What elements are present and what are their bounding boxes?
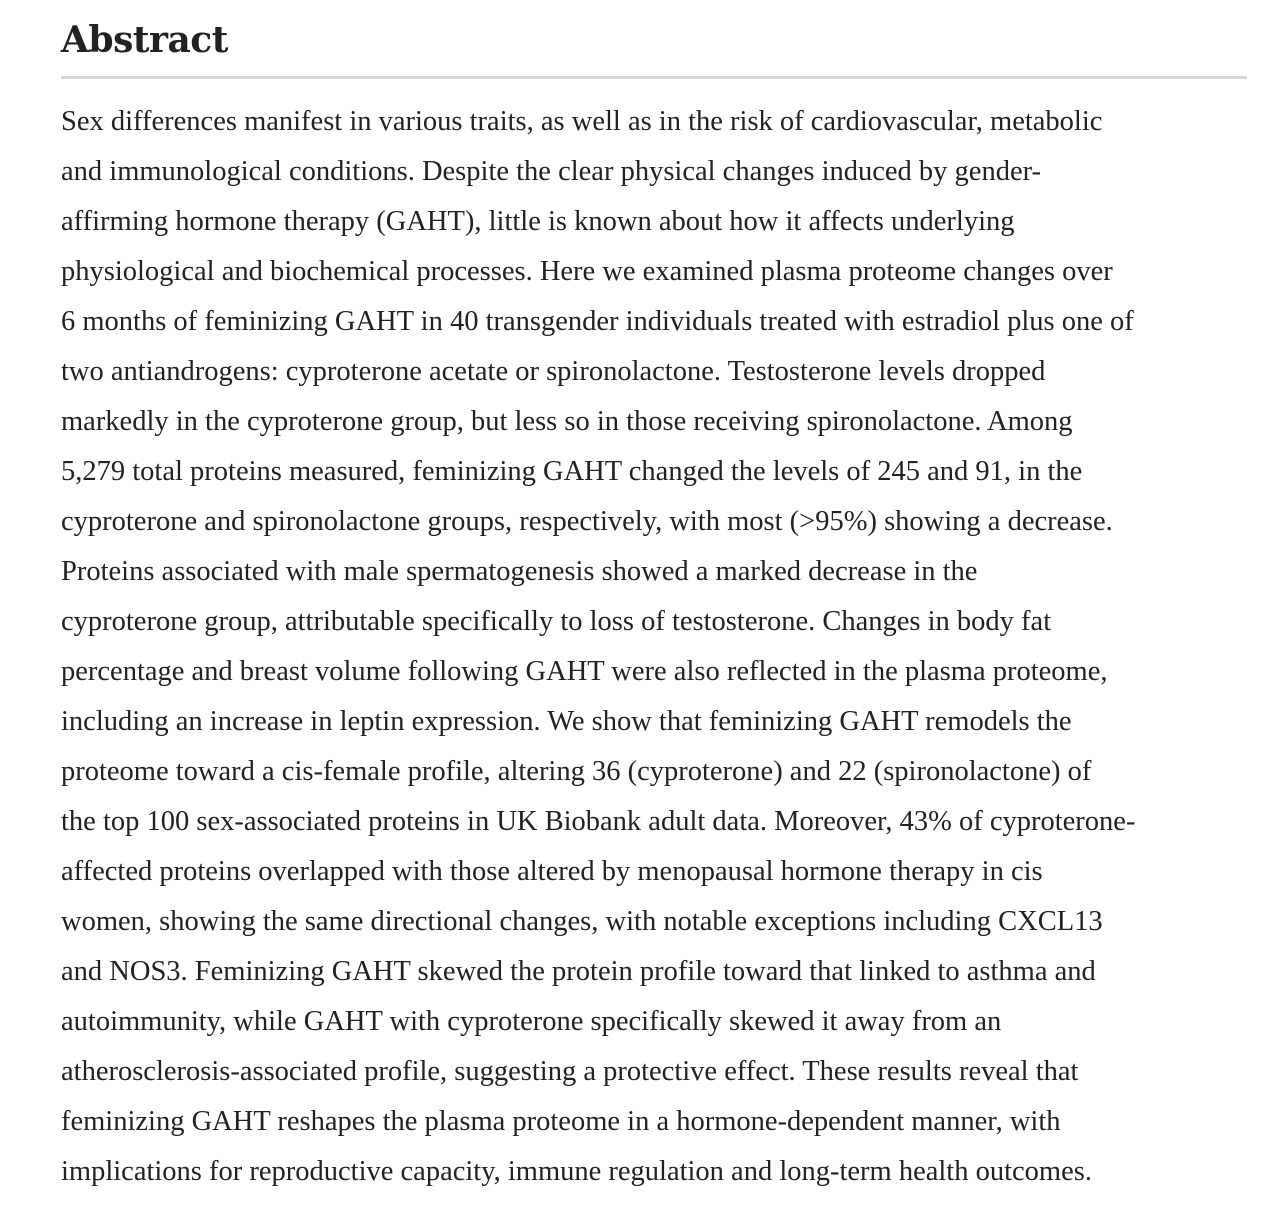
abstract-line: atherosclerosis-associated profile, suggesting a protective effect. These results reveal that — [61, 1056, 1079, 1087]
abstract-line: women, showing the same directional changes, with notable exceptions including CXCL13 — [61, 906, 1103, 937]
abstract-line: affected proteins overlapped with those altered by menopausal hormone therapy in cis — [61, 856, 1043, 887]
abstract-line: cyproterone group, attributable specifically to loss of testosterone. Changes in body fat — [61, 606, 1052, 637]
abstract-line: the top 100 sex-associated proteins in UK Biobank adult data. Moreover, 43% of cyproterone- — [61, 806, 1136, 837]
abstract-line: feminizing GAHT reshapes the plasma proteome in a hormone-dependent manner, with — [61, 1106, 1061, 1137]
abstract-line: Proteins associated with male spermatogenesis showed a marked decrease in the — [61, 556, 978, 587]
abstract-line: markedly in the cyproterone group, but less so in those receiving spironolactone. Among — [61, 406, 1073, 437]
abstract-body — [61, 97, 1247, 1197]
abstract-line: and immunological conditions. Despite the clear physical changes induced by gender- — [61, 156, 1042, 187]
heading-divider — [61, 76, 1247, 79]
section-heading: Abstract — [61, 19, 228, 61]
abstract-line: including an increase in leptin expression. We show that feminizing GAHT remodels the — [61, 706, 1072, 737]
abstract-line: 5,279 total proteins measured, feminizing GAHT changed the levels of 245 and 91, in the — [61, 456, 1083, 487]
abstract-line: cyproterone and spironolactone groups, respectively, with most (>95%) showing a decrease. — [61, 506, 1113, 537]
abstract-line: physiological and biochemical processes. Here we examined plasma proteome changes over — [61, 256, 1113, 287]
abstract-line: percentage and breast volume following GAHT were also reflected in the plasma proteome, — [61, 656, 1108, 687]
abstract-line: Sex differences manifest in various traits, as well as in the risk of cardiovascular, metabolic — [61, 106, 1103, 137]
abstract-line: proteome toward a cis-female profile, altering 36 (cyproterone) and 22 (spironolactone) of — [61, 756, 1092, 787]
abstract-line: autoimmunity, while GAHT with cyproterone specifically skewed it away from an — [61, 1006, 1002, 1037]
abstract-line: affirming hormone therapy (GAHT), little is known about how it affects underlying — [61, 206, 1015, 237]
abstract-line: and NOS3. Feminizing GAHT skewed the protein profile toward that linked to asthma and — [61, 956, 1096, 987]
abstract-line: implications for reproductive capacity, immune regulation and long-term health outcomes. — [61, 1156, 1092, 1187]
abstract-line: 6 months of feminizing GAHT in 40 transgender individuals treated with estradiol plus one of — [61, 306, 1134, 337]
abstract-section — [61, 0, 1247, 1197]
abstract-line: two antiandrogens: cyproterone acetate or spironolactone. Testosterone levels dropped — [61, 356, 1046, 387]
